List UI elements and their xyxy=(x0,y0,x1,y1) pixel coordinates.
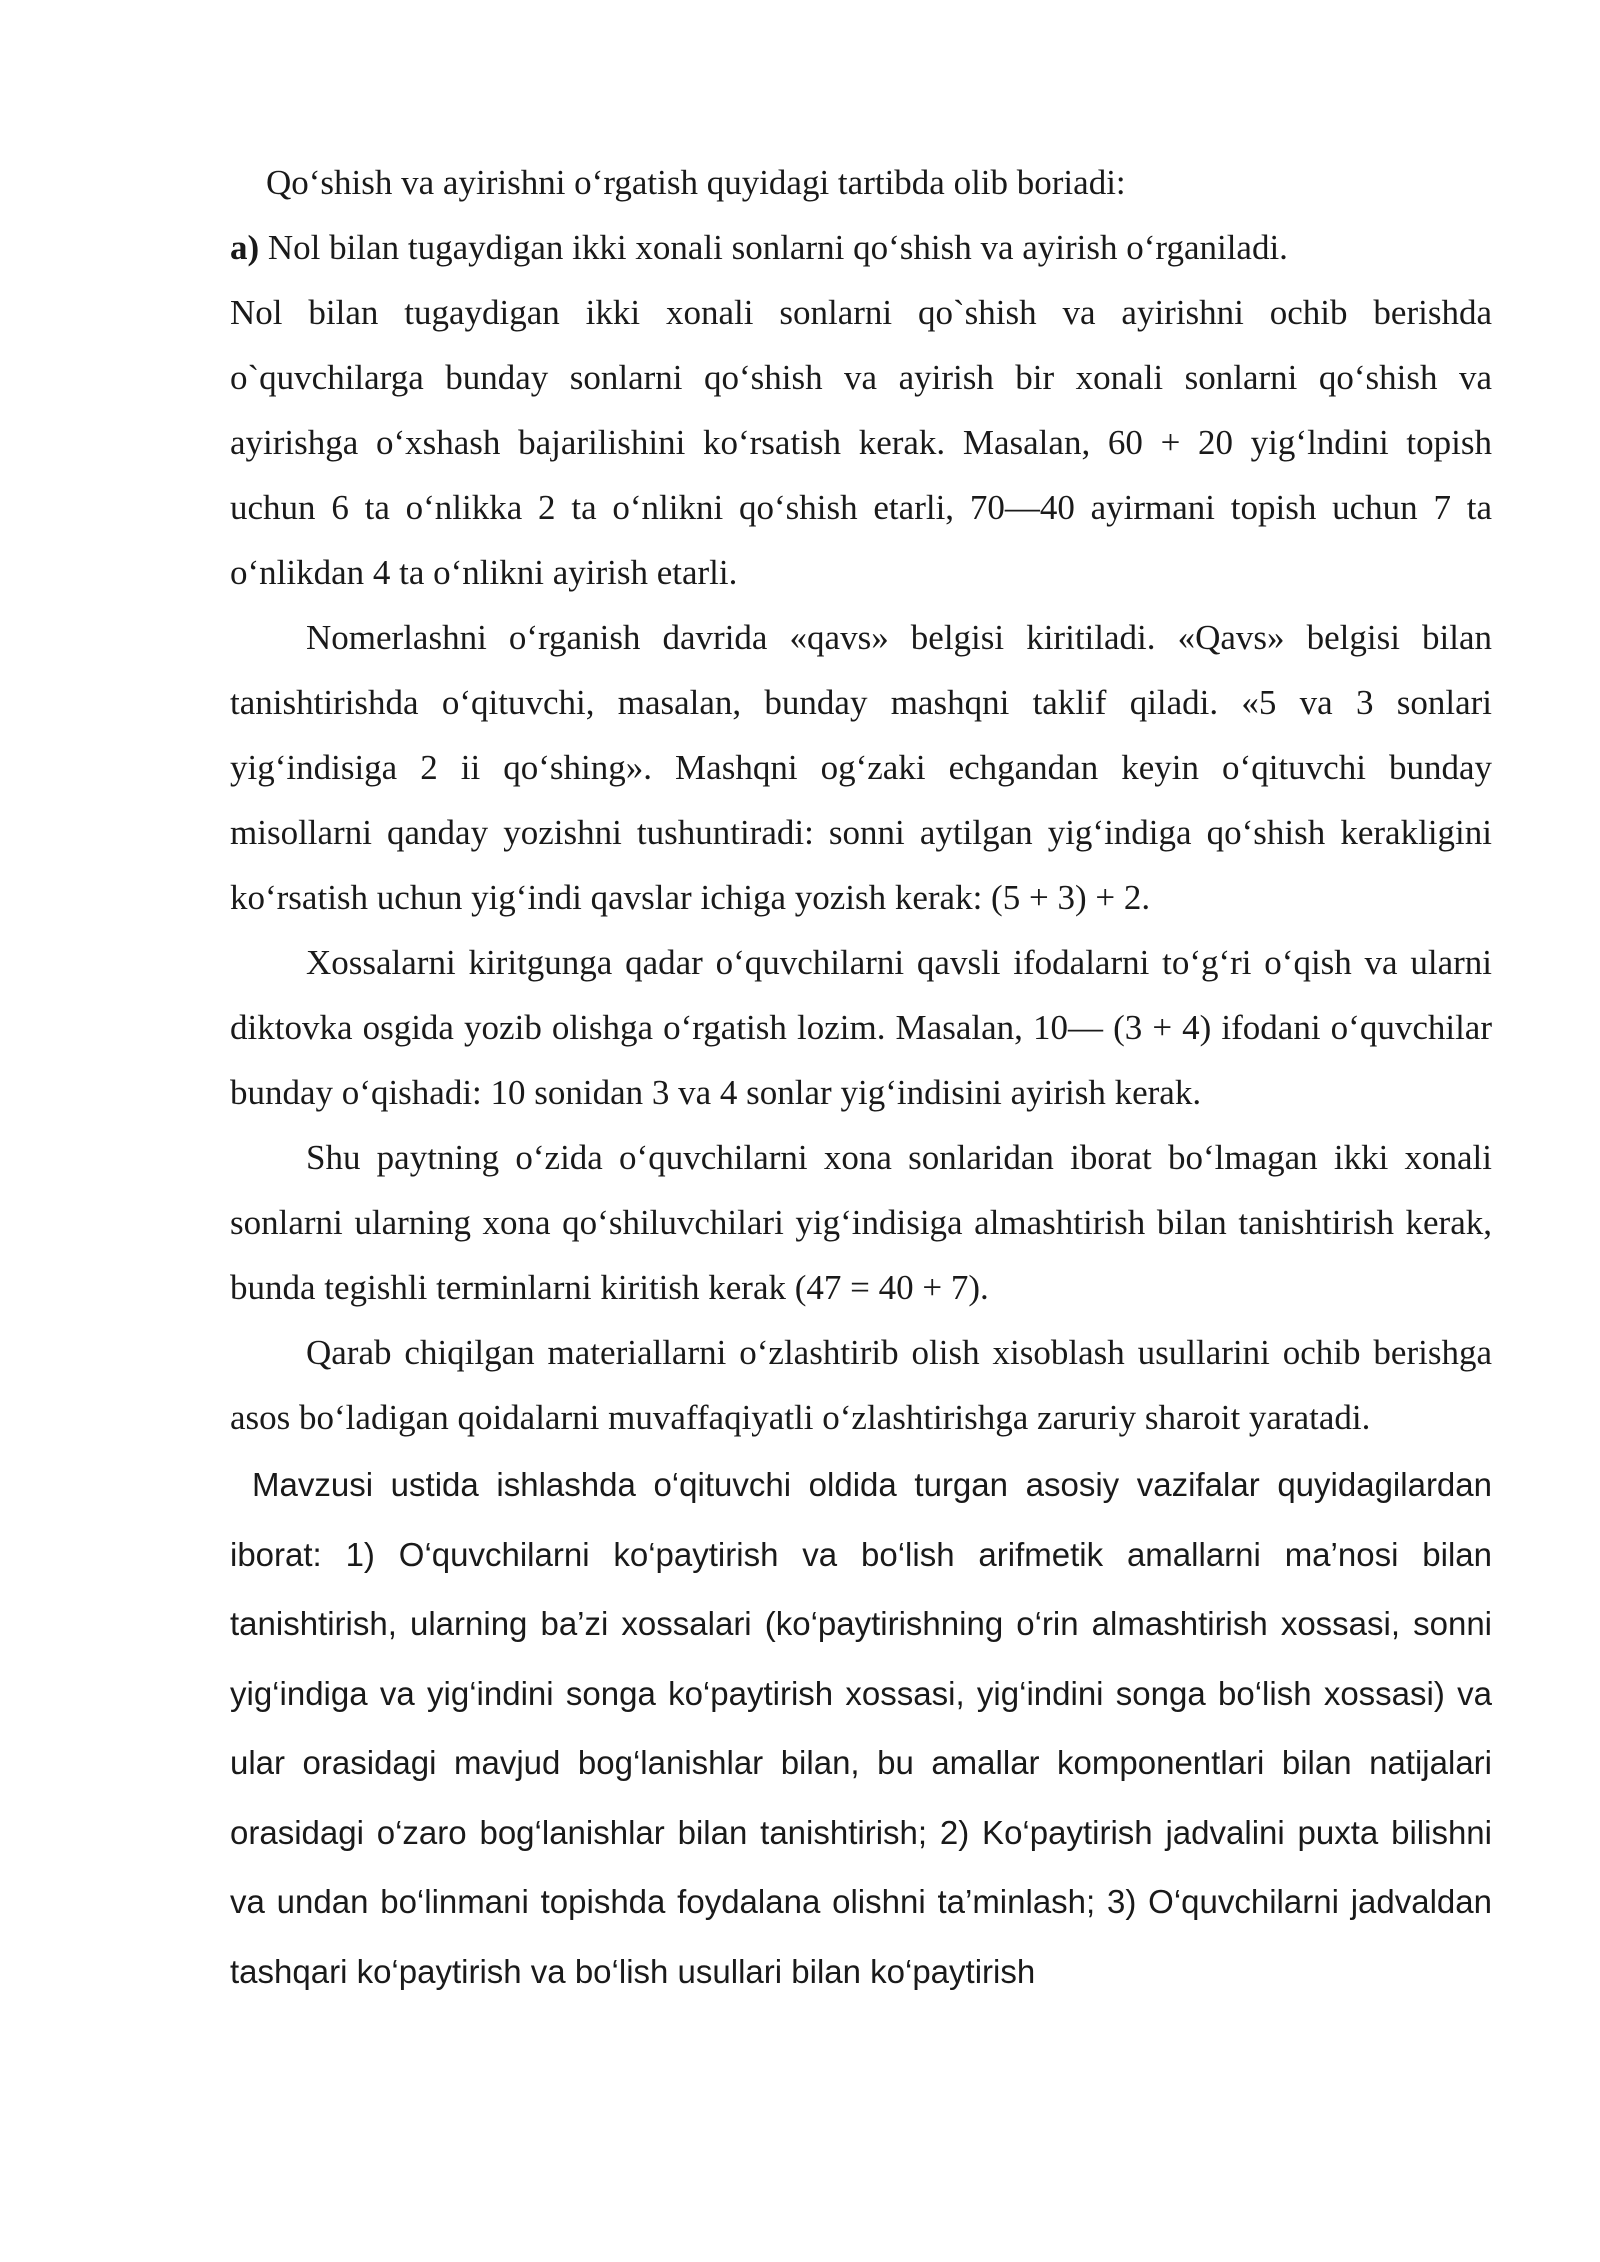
paragraph-qarab: Qarab chiqilgan materiallarni o‘zlashtirib olish xisoblash usullarini ochib berishga asos bo‘ladigan qoidalarni muvaffaqiyatli o‘zlashtirishga zaruriy sharoit yaratadi. xyxy=(230,1333,1492,1437)
paragraph-mavzusi: Mavzusi ustida ishlashda o‘qituvchi oldida turgan asosiy vazifalar quyidagilardan iborat: 1) O‘quvchilarni ko‘paytirish va bo‘lish arifmetik amallarni ma’nosi bilan tanishtirish, ularning ba’zi xossalari (ko‘paytirishning o‘rin almashtirish xossasi, sonni yig‘indiga va yig‘indini songa ko‘paytirish xossasi, yig‘indini songa bo‘lish xossasi) va ular orasidagi mavjud bog‘lanishlar bilan, bu amallar komponentlari bilan natijalari orasidagi o‘zaro bog‘lanishlar bilan tanishtirish; 2) Ko‘paytirish jadvalini puxta bilishni va undan bo‘linmani topishda foydalana olishni ta’minlash; 3) O‘quvchilarni jadvaldan tashqari ko‘paytirish va bo‘lish usullari bilan ko‘paytirish xyxy=(230,1466,1492,1990)
item-a-marker: a) xyxy=(230,228,260,267)
document-body xyxy=(230,150,1492,2006)
paragraph-nol: Nol bilan tugaydigan ikki xonali sonlarni qo`shish va ayirishni ochib berishda o`quvchilarga bunday sonlarni qo‘shish va ayirish bir xonali sonlarni qo‘shish va ayirishga o‘xshash bajarilishini ko‘rsatish kerak. Masalan, 60 + 20 yig‘lndini topish uchun 6 ta o‘nlikka 2 ta o‘nlikni qo‘shish etarli, 70—40 ayirmani topish uchun 7 ta o‘nlikdan 4 ta o‘nlikni ayirish etarli. xyxy=(230,293,1492,592)
paragraph-xossalar: Xossalarni kiritgunga qadar o‘quvchilarni qavsli ifodalarni to‘g‘ri o‘qish va ularni diktovka osgida yozib olishga o‘rgatish lozim. Masalan, 10— (3 + 4) ifodani o‘quvchilar bunday o‘qishadi: 10 sonidan 3 va 4 sonlar yig‘indisini ayirish kerak. xyxy=(230,943,1492,1112)
sans-section xyxy=(230,1450,1492,2006)
paragraph-qavs: Nomerlashni o‘rganish davrida «qavs» belgisi kiritiladi. «Qavs» belgisi bilan tanishtirishda o‘qituvchi, masalan, bunday mashqni taklif qiladi. «5 va 3 sonlari yig‘indisiga 2 ii qo‘shing». Mashqni og‘zaki echgandan keyin o‘qituvchi bunday misollarni qanday yozishni tushuntiradi: sonni aytilgan yig‘indiga qo‘shish kerakligini ko‘rsatish uchun yig‘indi qavslar ichiga yozish kerak: (5 + 3) + 2. xyxy=(230,618,1492,917)
serif-section xyxy=(230,150,1492,1450)
item-a xyxy=(230,215,1492,280)
item-a-text: Nol bilan tugaydigan ikki xonali sonlarni qo‘shish va ayirish o‘rganiladi. xyxy=(259,228,1288,267)
paragraph-xona: Shu paytning o‘zida o‘quvchilarni xona sonlaridan iborat bo‘lmagan ikki xonali sonlarni ularning xona qo‘shiluvchilari yig‘indisiga almashtirish bilan tanishtirish kerak, bunda tegishli terminlarni kiritish kerak (47 = 40 + 7). xyxy=(230,1138,1492,1307)
intro-line: Qo‘shish va ayirishni o‘rgatish quyidagi tartibda olib boriadi: xyxy=(266,163,1126,202)
